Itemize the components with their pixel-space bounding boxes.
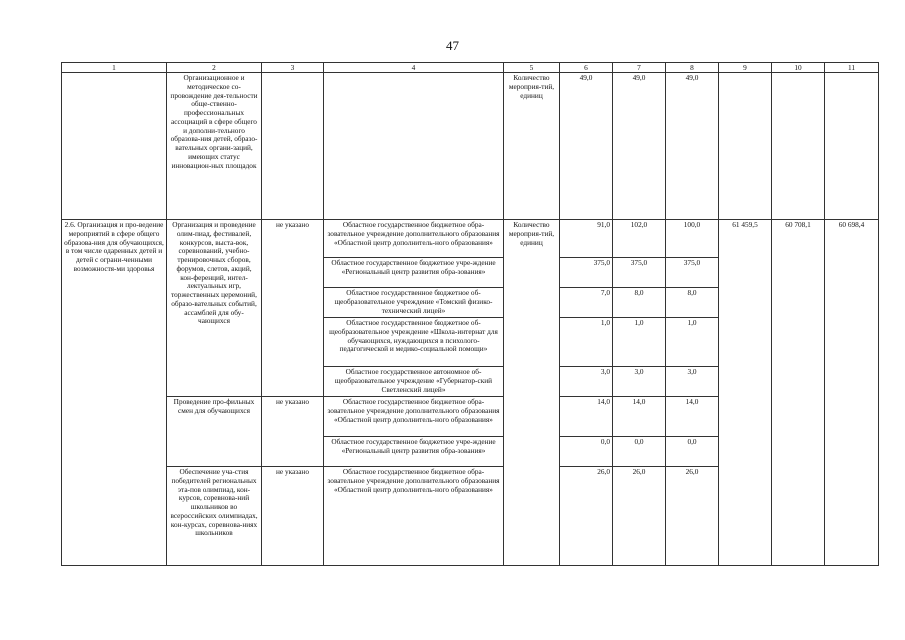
value-cell: 91,0: [560, 220, 613, 258]
empty-cell: [719, 73, 772, 220]
value-cell: 1,0: [666, 318, 719, 367]
col3-cell: не указано: [262, 220, 324, 397]
column-number: 2: [167, 63, 262, 73]
organization-cell: Областное государственное бюджетное обра-зовательное учреждение дополнительного образования «Областной центр дополнитель-ного образования»: [324, 220, 504, 258]
value-cell: 26,0: [666, 467, 719, 566]
value-cell: 0,0: [560, 437, 613, 467]
program-table: [61, 62, 879, 566]
value-cell: 100,0: [666, 220, 719, 258]
value-cell: 375,0: [666, 258, 719, 288]
page-number: 47: [446, 38, 459, 53]
table-row: [62, 73, 879, 220]
organization-cell: Областное государственное бюджетное обра-зовательное учреждение дополнительного образования «Областной центр дополнитель-ного образования»: [324, 467, 504, 566]
empty-cell: [262, 73, 324, 220]
organization-cell: Областное государственное автономное об-щеобразовательное учреждение «Губернатор-ский Светленский лицей»: [324, 367, 504, 397]
organization-cell: Областное государственное бюджетное обра-зовательное учреждение дополнительного образования «Областной центр дополнитель-ного образования»: [324, 397, 504, 437]
column-number: 5: [504, 63, 560, 73]
column-number: 7: [613, 63, 666, 73]
value-cell: 14,0: [560, 397, 613, 437]
column-number: 6: [560, 63, 613, 73]
value-cell: 26,0: [613, 467, 666, 566]
column-number: 8: [666, 63, 719, 73]
organization-cell: Областное государственное бюджетное учре-ждение «Региональный центр развития обра-зования»: [324, 437, 504, 467]
total-cell: 60 698,4: [825, 220, 879, 566]
indicator-cell: Количество мероприя-тий, единиц: [504, 220, 560, 566]
column-number: 3: [262, 63, 324, 73]
value-cell: 0,0: [666, 437, 719, 467]
indicator-cell: Количество мероприя-тий, единиц: [504, 73, 560, 220]
col3-cell: не указано: [262, 467, 324, 566]
column-number: 1: [62, 63, 167, 73]
column-number: 9: [719, 63, 772, 73]
activity-cell: Организационное и методическое со-провождение дея-тельности обще-ственно-профессиональных ассоциаций в сфере общего и дополни-тельного образова-ния детей, образо-вательных органи-заций, имеющих статус инновацион-ных площадок: [167, 73, 262, 220]
column-number-row: [62, 63, 879, 73]
value-cell: 3,0: [613, 367, 666, 397]
activity-cell: Обеспечение уча-стия победителей региональных эта-пов олимпиад, кон-курсов, соревнова-ний школьников во всероссийских олимпиадах, кон-курсах, соревнова-ниях школьников: [167, 467, 262, 566]
value-cell: 1,0: [613, 318, 666, 367]
value-cell: 375,0: [560, 258, 613, 288]
empty-cell: [825, 73, 879, 220]
value-cell: 26,0: [560, 467, 613, 566]
total-cell: 61 459,5: [719, 220, 772, 566]
value-cell: 14,0: [613, 397, 666, 437]
activity-cell: Проведение про-фильных смен для обучающихся: [167, 397, 262, 467]
section-title-cell: 2.6. Организация и про-ведение мероприятий в сфере общего образова-ния для обучающихся, в том числе одаренных детей и детей с ограни-ченными возможностя-ми здоровья: [62, 220, 167, 566]
value-cell: 102,0: [613, 220, 666, 258]
column-number: 10: [772, 63, 825, 73]
total-cell: 60 708,1: [772, 220, 825, 566]
value-cell: 375,0: [613, 258, 666, 288]
column-number: 11: [825, 63, 879, 73]
organization-cell: Областное государственное бюджетное об-щеобразовательное учреждение «Томский физико-технический лицей»: [324, 288, 504, 318]
empty-cell: [324, 73, 504, 220]
empty-cell: [772, 73, 825, 220]
value-cell: 49,0: [560, 73, 613, 220]
col3-cell: не указано: [262, 397, 324, 467]
value-cell: 8,0: [666, 288, 719, 318]
column-number: 4: [324, 63, 504, 73]
value-cell: 3,0: [560, 367, 613, 397]
value-cell: 49,0: [613, 73, 666, 220]
value-cell: 14,0: [666, 397, 719, 437]
value-cell: 8,0: [613, 288, 666, 318]
value-cell: 1,0: [560, 318, 613, 367]
value-cell: 0,0: [613, 437, 666, 467]
organization-cell: Областное государственное бюджетное учре-ждение «Региональный центр развития обра-зования»: [324, 258, 504, 288]
value-cell: 49,0: [666, 73, 719, 220]
value-cell: 7,0: [560, 288, 613, 318]
empty-cell: [62, 73, 167, 220]
value-cell: 3,0: [666, 367, 719, 397]
activity-cell: Организация и проведение олим-пиад, фестивалей, конкурсов, выста-вок, соревнований, учебно-тренировочных сборов, форумов, слетов, акций, кон-ференций, интел-лектуальных игр, торжественных церемоний, образо-вательных событий, ассамблей для обу-чающихся: [167, 220, 262, 397]
organization-cell: Областное государственное бюджетное об-щеобразовательное учреждение «Школа-интернат для обучающихся, нуждающихся в психолого-педагогической и медико-социальной помощи»: [324, 318, 504, 367]
table-row: [62, 220, 879, 258]
